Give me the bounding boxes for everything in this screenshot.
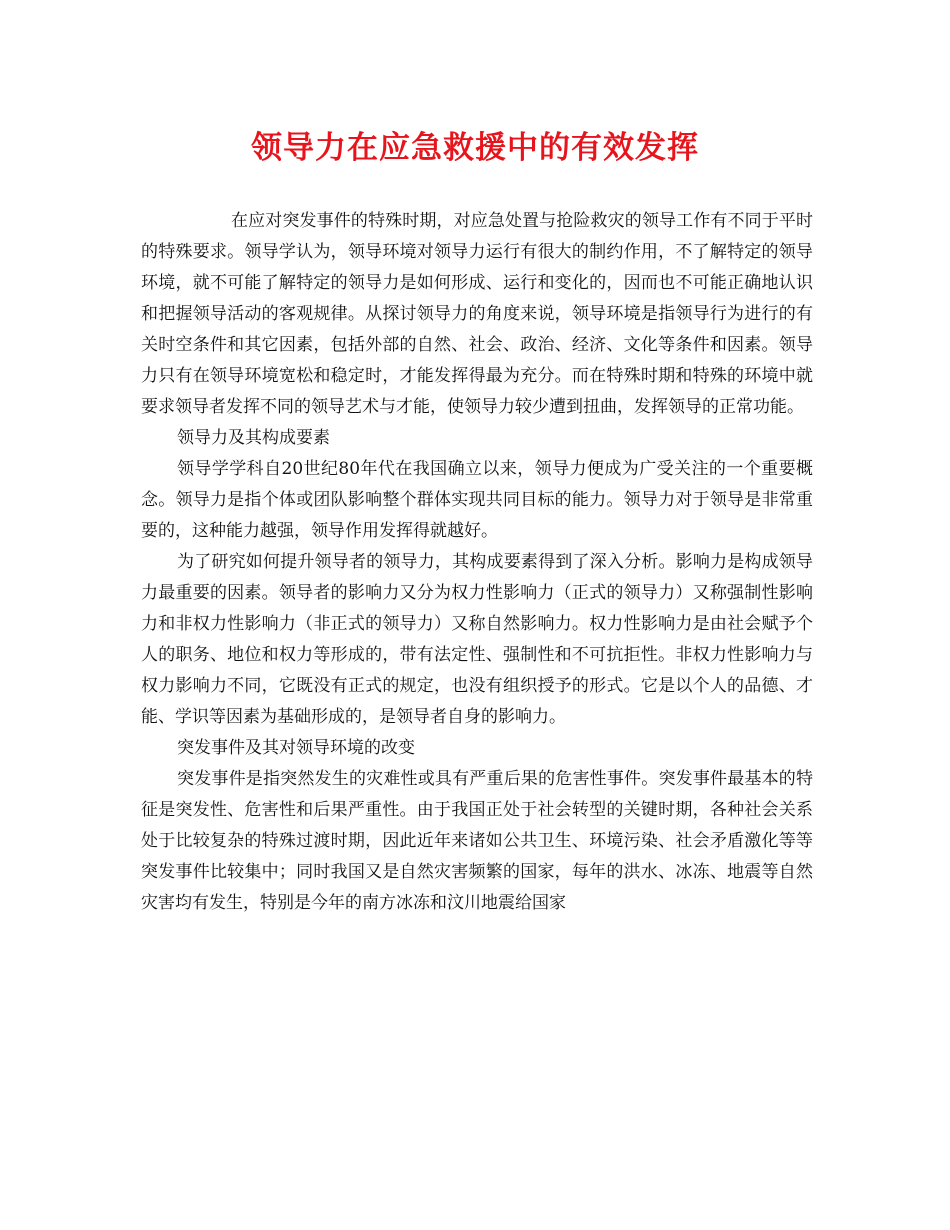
section-heading: 突发事件及其对领导环境的改变 [177,738,415,758]
body-paragraph: 为了研究如何提升领导者的领导力，其构成要素得到了深入分析。影响力是构成领导力最重要的因素。领导者的影响力又分为权力性影响力（正式的领导力）又称强制性影响力和非权力性影响力（非正式的领导力）又称自然影响力。权力性影响力是由社会赋予个人的职务、地位和权力等形成的，带有法定性、强制性和不可抗拒性。非权力性影响力与权力影响力不同，它既没有正式的规定，也没有组织授予的形式。它是以个人的品德、才能、学识等因素为基础形成的，是领导者自身的影响力。 [141,552,813,727]
body-paragraph: 领导学学科自20世纪80年代在我国确立以来，领导力便成为广受关注的一个重要概念。领导力是指个体或团队影响整个群体实现共同目标的能力。领导力对于领导是非常重要的，这种能力越强，领导作用发挥得就越好。 [141,459,813,541]
body-paragraph: 突发事件是指突然发生的灾难性或具有严重后果的危害性事件。突发事件最基本的特征是突发性、危害性和后果严重性。由于我国正处于社会转型的关键时期，各种社会关系处于比较复杂的特殊过渡时期，因此近年来诸如公共卫生、环境污染、社会矛盾激化等等突发事件比较集中；同时我国又是自然灾害频繁的国家，每年的洪水、冰冻、地震等自然灾害均有发生，特别是今年的南方冰冻和汶川地震给国家 [141,769,813,913]
section-heading: 领导力及其构成要素 [177,428,330,448]
body-paragraph: 在应对突发事件的特殊时期，对应急处置与抢险救灾的领导工作有不同于平时的特殊要求。领导学认为，领导环境对领导力运行有很大的制约作用，不了解特定的领导环境，就不可能了解特定的领导力是如何形成、运行和变化的，因而也不可能正确地认识和把握领导活动的客观规律。从探讨领导力的角度来说，领导环境是指领导行为进行的有关时空条件和其它因素，包括外部的自然、社会、政治、经济、文化等条件和因素。领导力只有在领导环境宽松和稳定时，才能发挥得最为充分。而在特殊时期和特殊的环境中就要求领导者发挥不同的领导艺术与才能，使领导力较少遭到扭曲，发挥领导的正常功能。 [141,211,813,417]
document-body [141,206,813,919]
document-title: 领导力在应急救援中的有效发挥 [251,130,699,166]
